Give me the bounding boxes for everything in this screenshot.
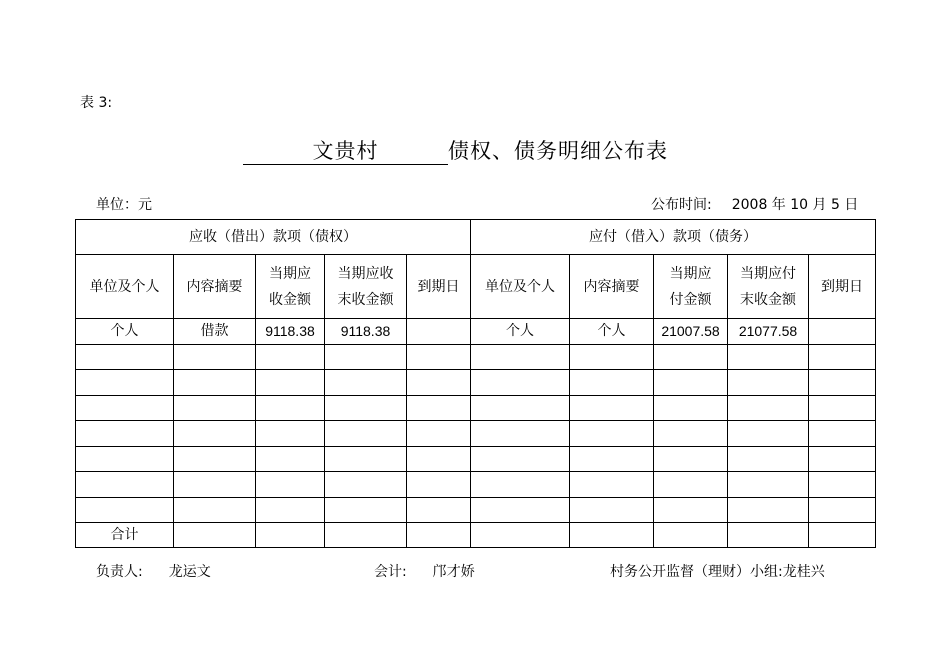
table-cell — [325, 421, 407, 447]
table-cell — [654, 421, 728, 447]
table-cell — [407, 370, 471, 396]
responsible-label: 负责人: — [96, 564, 143, 580]
publish-date-label: 公布时间: — [651, 197, 712, 213]
table-cell — [728, 523, 809, 548]
table-cell: 21077.58 — [728, 319, 809, 345]
payable-col-header-1: 内容摘要 — [570, 255, 654, 319]
table-cell — [654, 344, 728, 370]
receivable-col-header-3: 当期应收 末收金额 — [325, 255, 407, 319]
total-label: 合计 — [76, 523, 174, 548]
table-cell — [407, 523, 471, 548]
table-cell — [407, 472, 471, 498]
table-cell — [728, 472, 809, 498]
group-label: 村务公开监督（理财）小组: — [610, 564, 783, 580]
table-cell — [570, 395, 654, 421]
table-cell — [76, 472, 174, 498]
table-cell — [728, 497, 809, 523]
table-cell — [570, 370, 654, 396]
table-cell — [570, 421, 654, 447]
table-cell — [76, 421, 174, 447]
footer-responsible — [96, 561, 211, 581]
table-cell — [471, 497, 570, 523]
payable-col-header-0: 单位及个人 — [471, 255, 570, 319]
column-header-row — [76, 255, 876, 319]
table-cell — [570, 472, 654, 498]
table-row — [76, 319, 876, 345]
table-cell — [256, 344, 325, 370]
table-row — [76, 421, 876, 447]
table-cell: 借款 — [174, 319, 256, 345]
table-cell — [256, 523, 325, 548]
table-cell — [325, 446, 407, 472]
table-cell: 个人 — [570, 319, 654, 345]
table-cell — [407, 344, 471, 370]
table-cell — [471, 421, 570, 447]
table-cell — [407, 446, 471, 472]
table-row — [76, 472, 876, 498]
table-cell — [570, 446, 654, 472]
table-cell — [654, 395, 728, 421]
table-cell — [407, 497, 471, 523]
responsible-name: 龙运文 — [168, 564, 211, 580]
group-name: 龙桂兴 — [782, 564, 825, 580]
table-cell — [256, 472, 325, 498]
payable-col-header-2: 当期应 付金额 — [654, 255, 728, 319]
title-text: 债权、债务明细公布表 — [448, 139, 668, 163]
table-cell — [654, 370, 728, 396]
table-cell — [256, 446, 325, 472]
table-cell — [809, 421, 876, 447]
table-cell — [728, 421, 809, 447]
receivable-col-header-1: 内容摘要 — [174, 255, 256, 319]
table-cell — [471, 344, 570, 370]
accountant-name: 邝才娇 — [432, 564, 475, 580]
table-cell: 9118.38 — [325, 319, 407, 345]
table-cell — [174, 472, 256, 498]
payable-header: 应付（借入）款项（债务） — [471, 220, 876, 255]
debt-credit-table — [75, 219, 876, 548]
table-cell — [809, 395, 876, 421]
payable-col-header-4: 到期日 — [809, 255, 876, 319]
table-cell — [325, 344, 407, 370]
table-cell — [174, 421, 256, 447]
table-cell — [256, 370, 325, 396]
table-cell — [174, 370, 256, 396]
table-cell — [728, 344, 809, 370]
table-cell — [76, 370, 174, 396]
table-cell — [174, 523, 256, 548]
table-cell — [654, 497, 728, 523]
table-cell — [809, 523, 876, 548]
table-cell — [570, 497, 654, 523]
table-cell — [325, 523, 407, 548]
table-cell: 21007.58 — [654, 319, 728, 345]
table-cell — [570, 523, 654, 548]
table-cell — [809, 344, 876, 370]
table-cell — [325, 395, 407, 421]
table-cell — [407, 319, 471, 345]
table-cell — [471, 370, 570, 396]
table-cell — [471, 523, 570, 548]
table-cell — [471, 472, 570, 498]
receivable-col-header-4: 到期日 — [407, 255, 471, 319]
table-row — [76, 446, 876, 472]
table-cell — [256, 497, 325, 523]
table-row — [76, 395, 876, 421]
table-cell — [728, 446, 809, 472]
table-cell — [76, 344, 174, 370]
table-cell — [809, 472, 876, 498]
table-cell — [471, 446, 570, 472]
table-cell — [728, 395, 809, 421]
table-cell — [809, 370, 876, 396]
footer-supervision-group — [610, 561, 825, 581]
accountant-label: 会计: — [374, 564, 407, 580]
table-cell — [256, 421, 325, 447]
table-row — [76, 497, 876, 523]
table-cell — [174, 446, 256, 472]
table-cell — [174, 344, 256, 370]
document-title — [243, 138, 668, 165]
table-cell — [654, 446, 728, 472]
table-cell — [809, 319, 876, 345]
publish-date — [651, 194, 858, 214]
table-body — [76, 319, 876, 523]
table-cell — [325, 370, 407, 396]
table-row — [76, 370, 876, 396]
table-cell — [174, 497, 256, 523]
table-cell — [809, 446, 876, 472]
publish-date-value: 2008 年 10 月 5 日 — [731, 197, 859, 213]
table-cell — [174, 395, 256, 421]
table-cell — [654, 523, 728, 548]
table-cell — [76, 446, 174, 472]
table-cell: 个人 — [471, 319, 570, 345]
table-cell — [76, 395, 174, 421]
village-name: 文贵村 — [243, 138, 448, 165]
table-row — [76, 344, 876, 370]
table-cell — [407, 395, 471, 421]
table-number-label: 表 3: — [80, 95, 113, 111]
table-cell — [325, 472, 407, 498]
receivable-col-header-2: 当期应 收金额 — [256, 255, 325, 319]
table-cell: 个人 — [76, 319, 174, 345]
table-cell — [654, 472, 728, 498]
table-cell — [325, 497, 407, 523]
payable-col-header-3: 当期应付 末收金额 — [728, 255, 809, 319]
table-cell — [570, 344, 654, 370]
table-cell — [407, 421, 471, 447]
total-row — [76, 523, 876, 548]
footer-accountant — [374, 561, 475, 581]
currency-unit: 单位：元 — [96, 197, 152, 213]
table-cell — [256, 395, 325, 421]
table-cell: 9118.38 — [256, 319, 325, 345]
table-cell — [728, 370, 809, 396]
table-cell — [76, 497, 174, 523]
receivable-col-header-0: 单位及个人 — [76, 255, 174, 319]
table-cell — [471, 395, 570, 421]
receivable-header: 应收（借出）款项（债权） — [76, 220, 471, 255]
table-cell — [809, 497, 876, 523]
